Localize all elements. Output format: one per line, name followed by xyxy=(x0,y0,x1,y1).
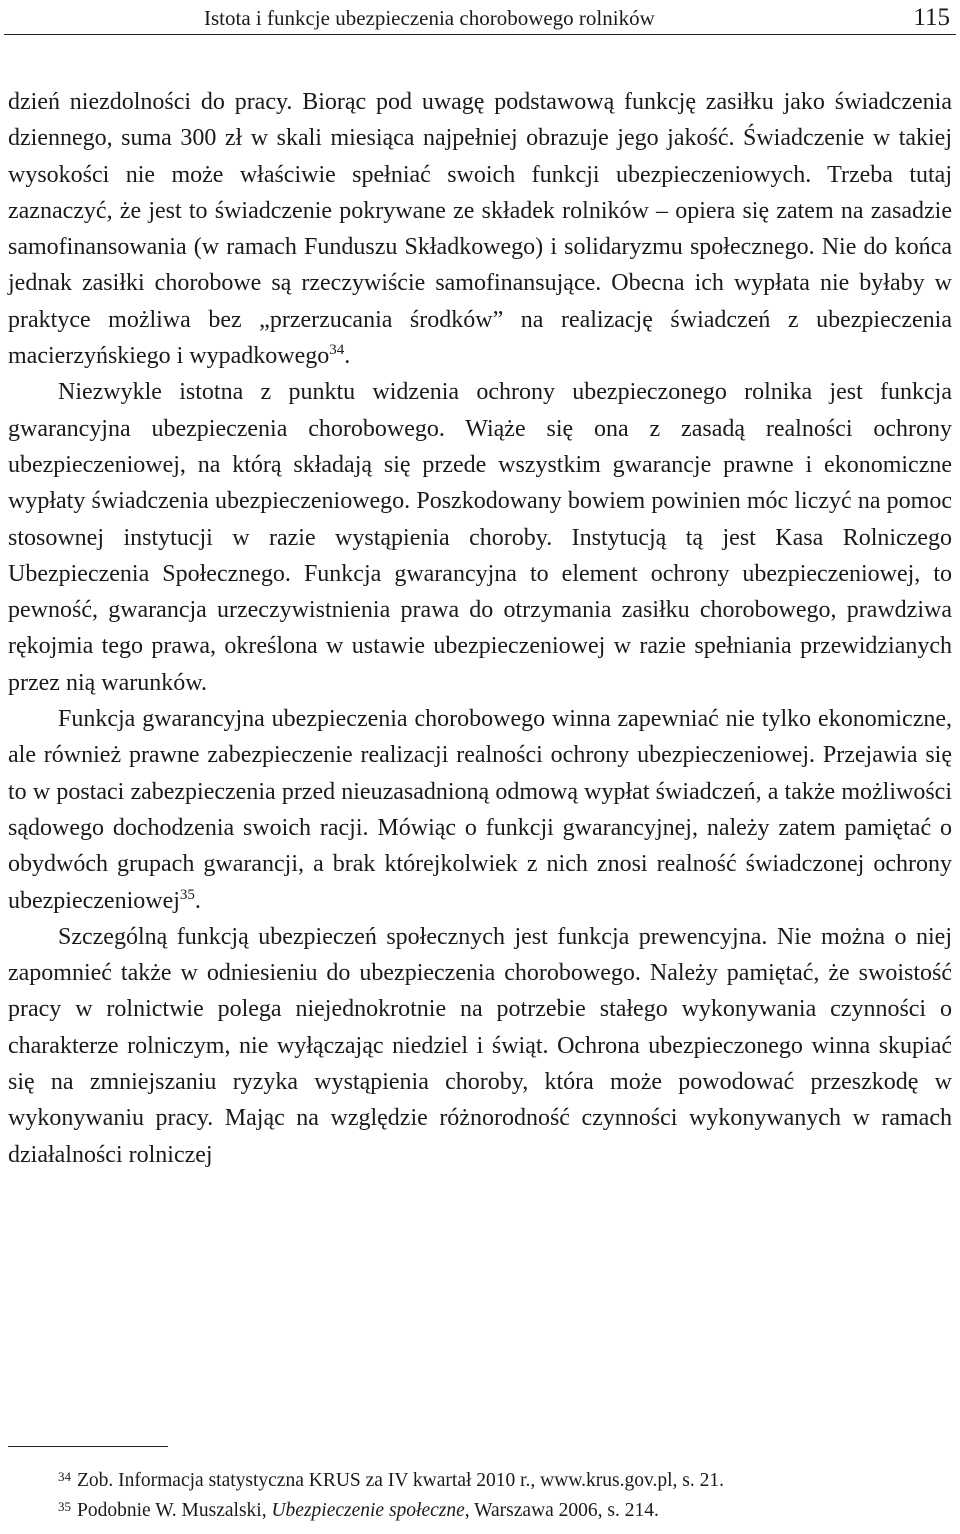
footnote-text-end: , Warszawa 2006, s. 214. xyxy=(464,1500,659,1521)
paragraph-1-end: . xyxy=(344,343,351,370)
footnote-text: Zob. Informacja statystyczna KRUS za IV kwartał 2010 r., www.krus.gov.pl, s. 21. xyxy=(77,1470,724,1491)
footnote-text: Podobnie W. Muszalski, xyxy=(77,1500,272,1521)
paragraph-4: Szczególną funkcją ubezpieczeń społecznych jest funkcja prewencyjna. Nie można o niej zapomnieć także w odniesieniu do ubezpieczenia chorobowego. Należy pamiętać, że swoistość pracy w rolnictwie polega niejednokrotnie na potrzebie stałego wykonywania czynności o charakterze rolniczym, nie wyłączając niedziel i świąt. Ochrona ubezpieczonego winna skupiać się na zmniejszaniu ryzyka wystąpienia choroby, która może powodować przeszkodę w wykonywaniu pracy. Mając na względzie różnorodność czynności wykonywanych w ramach działalności rolniczej xyxy=(8,923,952,1168)
footnotes xyxy=(58,1466,938,1526)
footnote-separator xyxy=(8,1446,168,1447)
paragraph-3-text: Funkcja gwarancyjna ubezpieczenia chorobowego winna zapewniać nie tylko ekonomiczne, ale również prawne zabezpieczenie realizacji realności ochrony ubezpieczeniowej. Przejawia się to w postaci zabezpieczenia przed nieuzasadnioną odmową wypłat świadczeń, a także możliwości sądowego dochodzenia swoich racji. Mówiąc o funkcji gwarancyjnej, należy zatem pamiętać o obydwóch grupach gwarancji, a brak którejkolwiek z nich znosi realność świadczonej ochrony ubezpieczeniowej xyxy=(8,706,952,914)
paragraph-3-end: . xyxy=(194,887,201,914)
paragraph-1 xyxy=(8,84,952,374)
footnote-book-title: Ubezpieczenie społeczne xyxy=(271,1500,465,1521)
footnote-number: 35 xyxy=(58,1499,71,1514)
page-number: 115 xyxy=(913,4,950,31)
footnote-34 xyxy=(58,1466,938,1496)
footnote-ref-35[interactable]: 35 xyxy=(179,886,195,903)
footnote-ref-34[interactable]: 34 xyxy=(329,342,345,359)
running-title: Istota i funkcje ubezpieczenia chorobowego rolników xyxy=(204,6,655,30)
footnote-35 xyxy=(58,1496,938,1526)
paragraph-3 xyxy=(8,701,952,919)
body-text xyxy=(8,84,952,1173)
paragraph-2: Niezwykle istotna z punktu widzenia ochrony ubezpieczonego rolnika jest funkcja gwarancyjna ubezpieczenia chorobowego. Wiąże się ona z zasadą realności ochrony ubezpieczeniowej, na którą składają się przede wszystkim gwarancje prawne i ekonomiczne wypłaty świadczenia ubezpieczeniowego. Poszkodowany bowiem powinien móc liczyć na pomoc stosownej instytucji w razie wystąpienia choroby. Instytucją tą jest Kasa Rolniczego Ubezpieczenia Społecznego. Funkcja gwarancyjna to element ochrony ubezpieczeniowej, to pewność, gwarancja urzeczywistnienia prawa do otrzymania zasiłku chorobowego, prawdziwa rękojmia tego prawa, określona w ustawie ubezpieczeniowej w razie spełniania przewidzianych przez nią warunków. xyxy=(8,379,952,696)
running-header xyxy=(4,0,956,35)
paragraph-1-text: dzień niezdolności do pracy. Biorąc pod uwagę podstawową funkcję zasiłku jako świadczenia dziennego, suma 300 zł w skali miesiąca najpełniej obrazuje jego jakość. Świadczenie w takiej wysokości nie może właściwie spełniać swoich funkcji ubezpieczeniowych. Trzeba tutaj zaznaczyć, że jest to świadczenie pokrywane ze składek rolników – opiera się zatem na zasadzie samofinansowania (w ramach Funduszu Składkowego) i solidaryzmu społecznego. Nie do końca jednak zasiłki chorobowe są rzeczywiście samofinansujące. Obecna ich wypłata nie byłaby w praktyce możliwa bez „przerzucania środków” na realizację świadczeń z ubezpieczenia macierzyńskiego i wypadkowego xyxy=(8,89,952,370)
footnote-number: 34 xyxy=(58,1469,71,1484)
